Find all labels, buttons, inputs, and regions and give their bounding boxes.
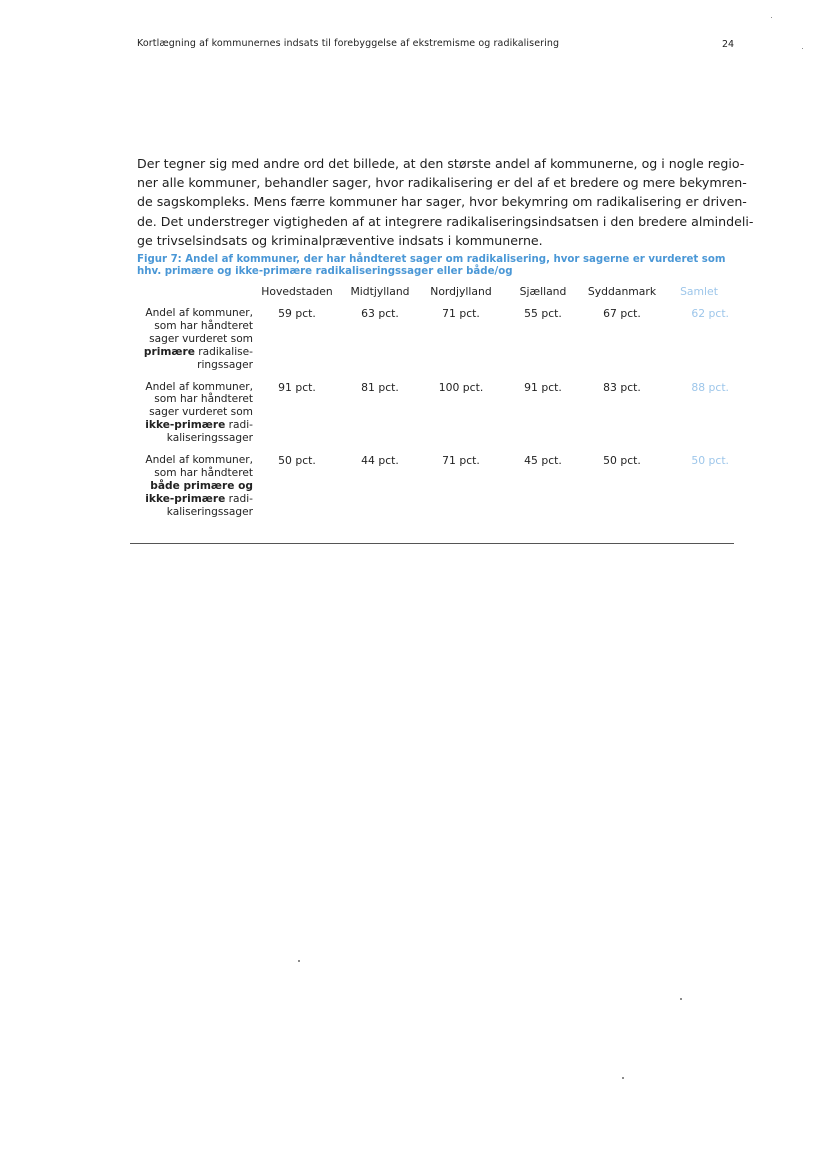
scan-speck (680, 998, 682, 1000)
column-header-hovedstaden: Hovedstaden (261, 285, 333, 298)
row-label-line: kaliseringssager (166, 432, 253, 445)
row-label-line: sager vurderet som (149, 332, 253, 345)
cell-value: 44 pct. (361, 454, 399, 468)
column-header-midtjylland: Midtjylland (350, 285, 410, 298)
row-label-line: Andel af kommuner, (145, 454, 253, 467)
cell-value-total: 50 pct. (691, 454, 729, 468)
scan-speck (622, 1077, 624, 1079)
row-label-line: Andel af kommuner, (145, 380, 253, 393)
scan-speck (802, 48, 803, 49)
cell-value: 50 pct. (278, 454, 316, 468)
running-header: Kortlægning af kommunernes indsats til forebyggelse af ekstremisme og radikalisering (137, 38, 560, 49)
row-label (137, 454, 253, 528)
cell-value: 67 pct. (603, 307, 641, 320)
cell-value-total: 88 pct. (691, 380, 729, 394)
table-row (137, 381, 737, 455)
row-label-line: som har håndteret (154, 393, 253, 406)
paragraph-line: ner alle kommuner, behandler sager, hvor radikalisering er del af et bredere og mere bekymren- (137, 175, 747, 191)
cell-value: 59 pct. (278, 307, 316, 320)
cell-value: 50 pct. (603, 454, 641, 468)
column-header-samlet: Samlet (680, 285, 718, 298)
cell-value: 63 pct. (361, 307, 399, 320)
body-paragraph (137, 154, 754, 250)
table-row (137, 454, 737, 528)
cell-value-total: 62 pct. (691, 307, 729, 320)
row-label-emphasis: primære (143, 345, 195, 358)
caption-line: Figur 7: Andel af kommuner, der har håndteret sager om radikalisering, hvor sagerne er vurderet som (137, 254, 726, 265)
cell-value: 71 pct. (442, 454, 480, 468)
cell-value: 91 pct. (524, 380, 562, 394)
row-label-line: som har håndteret (154, 466, 253, 479)
row-label-rest: radikalise- (194, 345, 253, 358)
cell-value: 83 pct. (603, 380, 641, 394)
cell-value: 45 pct. (524, 454, 562, 468)
row-label-line (137, 480, 253, 493)
table-header-row (137, 285, 737, 307)
row-label-rest: radi- (225, 419, 253, 432)
column-header-nordjylland: Nordjylland (430, 285, 492, 298)
paragraph-line: ge trivselsindsats og kriminalpræventive indsats i kommunerne. (137, 232, 543, 248)
paragraph-line: Der tegner sig med andre ord det billede, at den største andel af kommunerne, og i nogle regio- (137, 156, 745, 171)
row-label-line: ringssager (197, 358, 253, 371)
cell-value: 81 pct. (361, 380, 399, 394)
cell-value: 55 pct. (524, 307, 562, 320)
cell-value: 71 pct. (442, 307, 480, 320)
row-label-line (137, 493, 253, 506)
scan-speck (298, 960, 300, 962)
row-label-line: som har håndteret (154, 319, 253, 332)
page-number: 24 (722, 39, 735, 50)
cell-value: 100 pct. (438, 380, 484, 394)
row-label-emphasis: både primære og (150, 479, 253, 492)
row-label-rest: radi- (225, 492, 253, 505)
row-label-line (137, 346, 253, 359)
row-label (137, 307, 253, 381)
region-table (137, 285, 737, 528)
row-label-emphasis: ikke-primære (145, 419, 226, 432)
table-row (137, 307, 737, 381)
column-header-syddanmark: Syddanmark (587, 285, 657, 298)
paragraph-line: de. Det understreger vigtigheden af at integrere radikaliseringsindsatsen i den bredere almindeli- (137, 213, 754, 229)
cell-value: 91 pct. (278, 380, 316, 394)
row-label-line: kaliseringssager (166, 505, 253, 518)
row-label-line: sager vurderet som (149, 406, 253, 419)
figure-caption (137, 254, 737, 278)
header-empty-cell (137, 285, 253, 307)
caption-line: hhv. primære og ikke-primære radikaliseringssager eller både/og (137, 266, 513, 277)
scan-speck (771, 17, 772, 18)
table-bottom-rule (130, 543, 734, 544)
column-header-sjaelland: Sjælland (519, 285, 567, 298)
row-label-line (137, 419, 253, 432)
row-label (137, 381, 253, 455)
paragraph-line: de sagskompleks. Mens færre kommuner har sager, hvor bekymring om radikalisering er driven- (137, 194, 747, 210)
row-label-line: Andel af kommuner, (145, 307, 253, 319)
row-label-emphasis: ikke-primære (145, 492, 226, 505)
